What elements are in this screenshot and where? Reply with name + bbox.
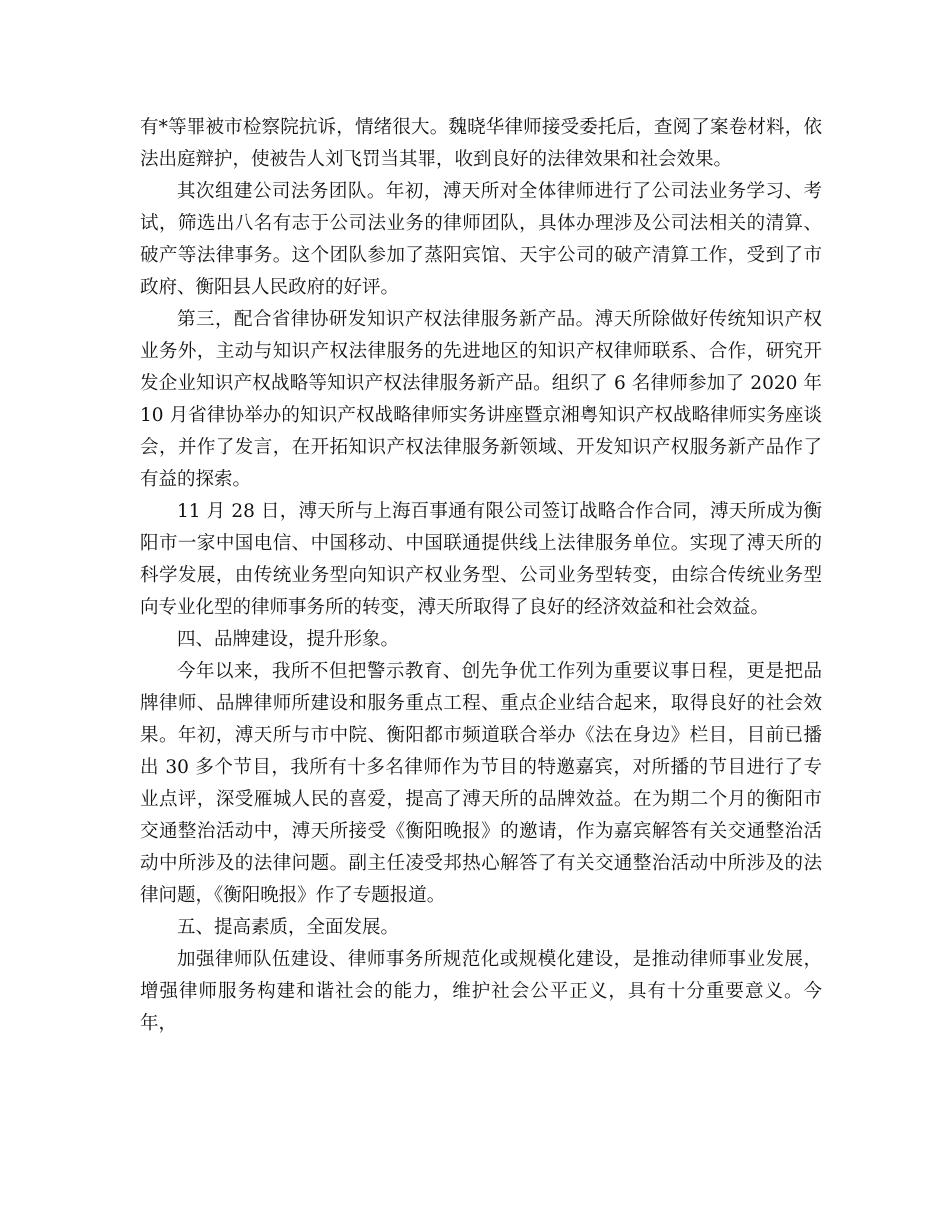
section-heading-brand-building: 四、品牌建设，提升形象。 bbox=[177, 629, 400, 650]
paragraph-team-building: 加强律师队伍建设、律师事务所规范化或规模化建设，是推动律师事业发展，增强律师服务构建和谐社会的能力，维护社会公平正义，具有十分重要意义。今年， bbox=[140, 949, 822, 1034]
document-body bbox=[140, 112, 822, 1040]
section-heading-quality-improvement: 五、提高素质，全面发展。 bbox=[177, 917, 400, 938]
paragraph-continuation: 有*等罪被市检察院抗诉，情绪很大。魏晓华律师接受委托后，查阅了案卷材料，依法出庭辩护，使被告人刘飞罚当其罪，收到良好的法律效果和社会效果。 bbox=[140, 117, 822, 170]
paragraph-brand-building: 今年以来，我所不但把警示教育、创先争优工作列为重要议事日程，更是把品牌律师、品牌律师所建设和服务重点工程、重点企业结合起来，取得良好的社会效果。年初，溥天所与市中院、衡阳都市频道联合举办《法在身边》栏目，目前已播出 30 多个节目，我所有十多名律师作为节目的特邀嘉宾，对所播的节目进行了专业点评，深受雁城人民的喜爱，提高了溥天所的品牌效益。在为期二个月的衡阳市交通整治活动中，溥天所接受《衡阳晚报》的邀请，作为嘉宾解答有关交通整治活动中所涉及的法律问题。副主任凌受邦热心解答了有关交通整治活动中所涉及的法律问题，《衡阳晚报》作了专题报道。 bbox=[140, 661, 822, 906]
paragraph-ip-services: 第三，配合省律协研发知识产权法律服务新产品。溥天所除做好传统知识产权业务外，主动与知识产权法律服务的先进地区的知识产权律师联系、合作，研究开发企业知识产权战略等知识产权法律服务新产品。组织了 6 名律师参加了 2020 年 10 月省律协举办的知识产权战略律师实务讲座暨京湘粤知识产权战略律师实务座谈会，并作了发言，在开拓知识产权法律服务新领域、开发知识产权服务新产品作了有益的探索。 bbox=[140, 309, 822, 490]
paragraph-corporate-legal-team: 其次组建公司法务团队。年初，溥天所对全体律师进行了公司法业务学习、考试，筛选出八名有志于公司法业务的律师团队，具体办理涉及公司法相关的清算、破产等法律事务。这个团队参加了蒸阳宾馆、天宇公司的破产清算工作，受到了市政府、衡阳县人民政府的好评。 bbox=[140, 181, 822, 298]
paragraph-strategic-cooperation: 11 月 28 日，溥天所与上海百事通有限公司签订战略合作合同，溥天所成为衡阳市一家中国电信、中国移动、中国联通提供线上法律服务单位。实现了溥天所的科学发展，由传统业务型向知识产权业务型、公司业务型转变，由综合传统业务型向专业化型的律师事务所的转变，溥天所取得了良好的经济效益和社会效益。 bbox=[140, 501, 822, 618]
